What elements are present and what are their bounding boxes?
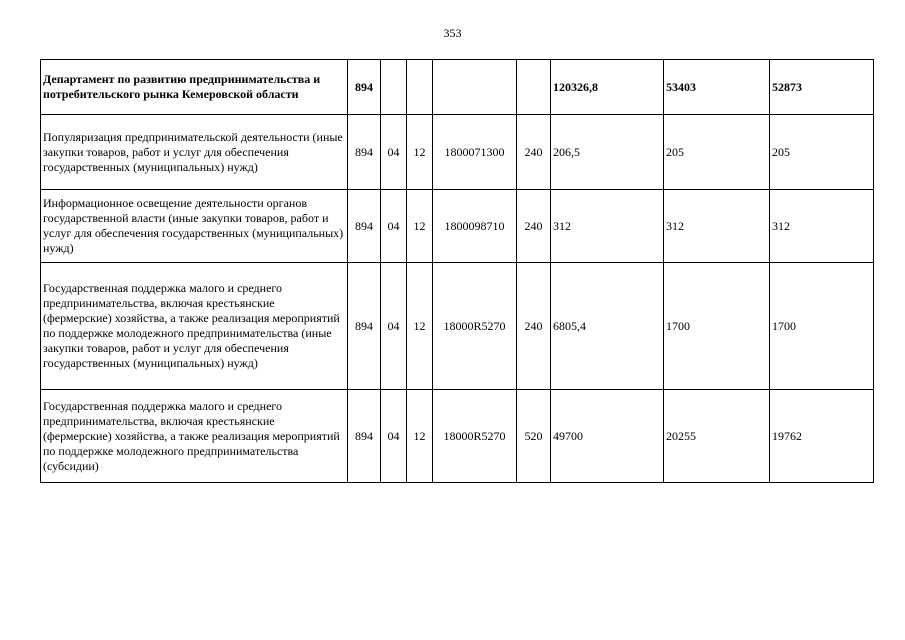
cell-section: 04 bbox=[381, 263, 407, 390]
table-row bbox=[41, 263, 874, 390]
table-row bbox=[41, 190, 874, 263]
cell-expense-type: 240 bbox=[517, 115, 551, 190]
cell-amount-year3: 52873 bbox=[770, 60, 874, 115]
cell-amount-year3: 19762 bbox=[770, 390, 874, 483]
cell-section: 04 bbox=[381, 115, 407, 190]
cell-amount-year2: 1700 bbox=[664, 263, 770, 390]
table-row bbox=[41, 115, 874, 190]
cell-amount-year1: 49700 bbox=[551, 390, 664, 483]
cell-amount-year2: 205 bbox=[664, 115, 770, 190]
row-description: Государственная поддержка малого и среднего предпринимательства, включая крестьянские (фермерские) хозяйства, а также реализация мероприятий по поддержке молодежного предпринимательства (субсидии) bbox=[41, 390, 348, 483]
cell-section bbox=[381, 60, 407, 115]
cell-target-code: 18000R5270 bbox=[433, 390, 517, 483]
row-description: Государственная поддержка малого и среднего предпринимательства, включая крестьянские (фермерские) хозяйства, а также реализация мероприятий по поддержке молодежного предпринимательства (иные закупки товаров, работ и услуг для обеспечения государственных (муниципальных) нужд) bbox=[41, 263, 348, 390]
cell-amount-year1: 206,5 bbox=[551, 115, 664, 190]
cell-expense-type: 240 bbox=[517, 263, 551, 390]
cell-subsection: 12 bbox=[407, 390, 433, 483]
cell-subsection: 12 bbox=[407, 190, 433, 263]
cell-ved: 894 bbox=[348, 263, 381, 390]
cell-subsection: 12 bbox=[407, 263, 433, 390]
cell-target-code: 1800098710 bbox=[433, 190, 517, 263]
cell-target-code bbox=[433, 60, 517, 115]
cell-amount-year2: 312 bbox=[664, 190, 770, 263]
cell-ved: 894 bbox=[348, 60, 381, 115]
cell-amount-year3: 312 bbox=[770, 190, 874, 263]
table-row-department bbox=[41, 60, 874, 115]
budget-table bbox=[40, 59, 874, 483]
row-description: Популяризация предпринимательской деятельности (иные закупки товаров, работ и услуг для обеспечения государственных (муниципальных) нужд) bbox=[41, 115, 348, 190]
cell-amount-year3: 205 bbox=[770, 115, 874, 190]
cell-ved: 894 bbox=[348, 115, 381, 190]
cell-amount-year1: 6805,4 bbox=[551, 263, 664, 390]
page-number: 353 bbox=[443, 26, 462, 40]
cell-section: 04 bbox=[381, 190, 407, 263]
cell-target-code: 1800071300 bbox=[433, 115, 517, 190]
cell-amount-year3: 1700 bbox=[770, 263, 874, 390]
cell-subsection: 12 bbox=[407, 115, 433, 190]
row-description: Информационное освещение деятельности органов государственной власти (иные закупки товаров, работ и услуг для обеспечения государственных (муниципальных) нужд) bbox=[41, 190, 348, 263]
cell-expense-type: 240 bbox=[517, 190, 551, 263]
cell-amount-year1: 312 bbox=[551, 190, 664, 263]
cell-amount-year2: 20255 bbox=[664, 390, 770, 483]
cell-amount-year2: 53403 bbox=[664, 60, 770, 115]
cell-target-code: 18000R5270 bbox=[433, 263, 517, 390]
cell-section: 04 bbox=[381, 390, 407, 483]
row-description: Департамент по развитию предпринимательства и потребительского рынка Кемеровской области bbox=[41, 60, 348, 115]
table-row bbox=[41, 390, 874, 483]
cell-amount-year1: 120326,8 bbox=[551, 60, 664, 115]
cell-expense-type bbox=[517, 60, 551, 115]
cell-expense-type: 520 bbox=[517, 390, 551, 483]
cell-ved: 894 bbox=[348, 390, 381, 483]
cell-subsection bbox=[407, 60, 433, 115]
cell-ved: 894 bbox=[348, 190, 381, 263]
